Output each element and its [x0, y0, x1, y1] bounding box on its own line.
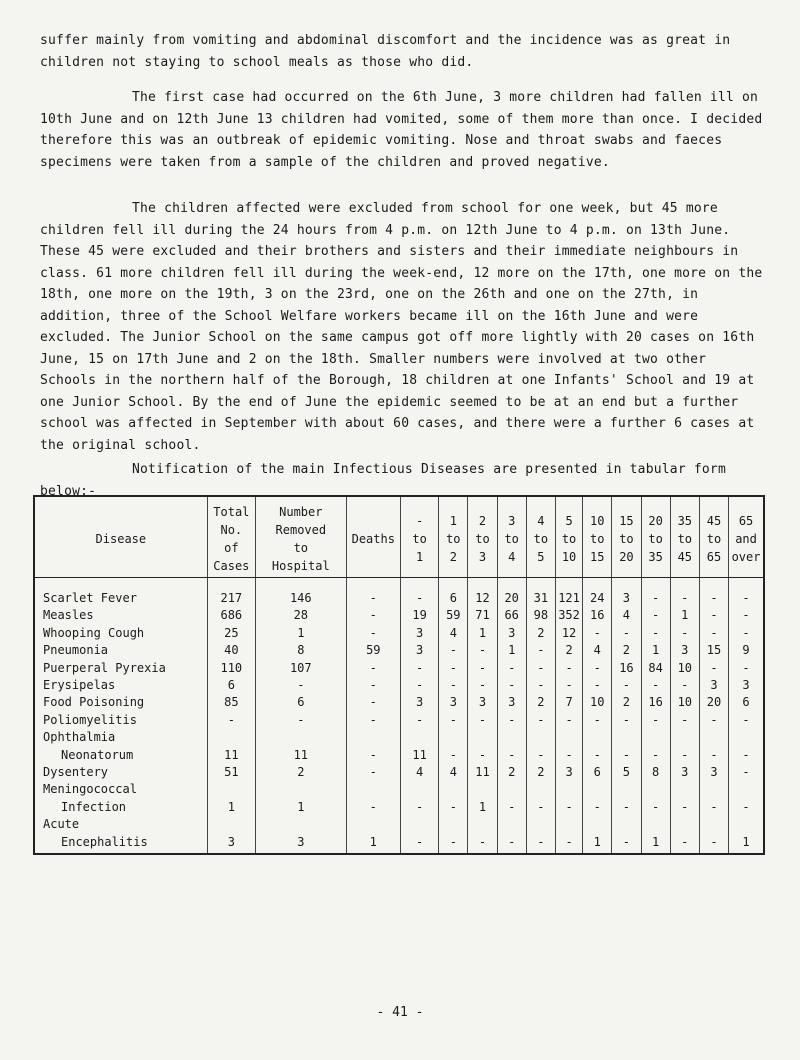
header-age-col: 35 to 45: [670, 496, 699, 578]
disease-cell: Pneumonia: [43, 643, 109, 658]
value-cell: 110: [207, 660, 255, 677]
value-cell: 7: [555, 694, 582, 711]
table-row: [34, 712, 764, 729]
value-cell: -: [346, 747, 400, 764]
value-cell: 66: [497, 607, 526, 624]
page-number: - 41 -: [376, 1005, 424, 1020]
value-cell: -: [526, 834, 555, 854]
value-cell: -: [641, 747, 670, 764]
value-cell: 1: [207, 799, 255, 816]
value-cell: 352: [555, 607, 582, 624]
value-cell: 1: [256, 799, 347, 816]
header-total: [207, 496, 255, 578]
value-cell: 1: [256, 625, 347, 642]
value-cell: -: [670, 834, 699, 854]
value-cell: -: [729, 799, 764, 816]
value-cell: [207, 729, 255, 746]
value-cell: 28: [256, 607, 347, 624]
value-cell: -: [699, 578, 728, 608]
value-cell: 98: [526, 607, 555, 624]
value-cell: -: [439, 834, 468, 854]
value-cell: 217: [207, 578, 255, 608]
value-cell: [207, 781, 255, 798]
value-cell: [612, 781, 641, 798]
header-age-col: 20 to 35: [641, 496, 670, 578]
value-cell: -: [729, 747, 764, 764]
value-cell: -: [400, 834, 438, 854]
value-cell: [256, 781, 347, 798]
value-cell: 71: [468, 607, 497, 624]
value-cell: -: [612, 799, 641, 816]
header-age-col: 15 to 20: [612, 496, 641, 578]
value-cell: 6: [207, 677, 255, 694]
value-cell: 10: [670, 694, 699, 711]
value-cell: -: [526, 677, 555, 694]
disease-cell: Whooping Cough: [43, 625, 145, 640]
value-cell: -: [729, 607, 764, 624]
value-cell: -: [670, 578, 699, 608]
value-cell: -: [526, 660, 555, 677]
value-cell: 4: [439, 625, 468, 642]
header-disease: Disease: [34, 496, 207, 578]
value-cell: -: [497, 747, 526, 764]
value-cell: -: [612, 834, 641, 854]
value-cell: -: [468, 747, 497, 764]
value-cell: -: [670, 677, 699, 694]
value-cell: -: [468, 834, 497, 854]
paragraph-3: The children affected were excluded from school for one week, but 45 more children fell ill during the 24 hours from 4 p.m. on 12th June to 4 p.m. on 13th June. These 45 were excluded and their brothers and sisters and their immediate neighbours in class. 61 more children fell ill during the week-end, 12 more on the 17th, one more on the 18th, one more on the 19th, 3 on the 23rd, one on the 26th and one on the 27th, in addition, three of the School Welfare workers became ill on the 16th June and were excluded. The Junior School on the same campus got off more lightly with 20 cases on 16th June, 15 on 17th June and 2 on the 18th. Smaller numbers were involved at two other Schools in the northern half of the Borough, 18 children at one Infants' School and 19 at one Junior School. By the end of June the epidemic seemed to be at an end but a further school was affected in September with about 60 cases, and there were a further 6 cases at the original school.: [40, 201, 763, 453]
value-cell: -: [346, 694, 400, 711]
value-cell: -: [641, 799, 670, 816]
value-cell: -: [468, 677, 497, 694]
value-cell: [670, 816, 699, 833]
value-cell: -: [670, 799, 699, 816]
value-cell: -: [207, 712, 255, 729]
value-cell: 3: [400, 625, 438, 642]
value-cell: -: [346, 625, 400, 642]
value-cell: 59: [439, 607, 468, 624]
value-cell: 11: [400, 747, 438, 764]
disease-cell: Puerperal Pyrexia: [43, 660, 166, 675]
value-cell: 1: [641, 834, 670, 854]
value-cell: 3: [729, 677, 764, 694]
value-cell: 3: [468, 694, 497, 711]
disease-cell: Dysentery: [43, 765, 109, 780]
table-row: [34, 834, 764, 854]
disease-cell: Infection: [61, 799, 127, 814]
value-cell: 2: [612, 694, 641, 711]
value-cell: 2: [526, 764, 555, 781]
value-cell: -: [555, 747, 582, 764]
value-cell: 1: [346, 834, 400, 854]
value-cell: 85: [207, 694, 255, 711]
value-cell: -: [699, 799, 728, 816]
value-cell: 2: [256, 764, 347, 781]
header-total-line: of: [224, 541, 239, 555]
table-row: [34, 694, 764, 711]
value-cell: [256, 729, 347, 746]
table-row: [34, 660, 764, 677]
value-cell: [729, 816, 764, 833]
value-cell: 11: [468, 764, 497, 781]
value-cell: [641, 781, 670, 798]
value-cell: -: [439, 642, 468, 659]
value-cell: [497, 781, 526, 798]
header-total-line: Total: [213, 505, 250, 519]
value-cell: 1: [729, 834, 764, 854]
value-cell: 51: [207, 764, 255, 781]
header-age-col: 45 to 65: [699, 496, 728, 578]
value-cell: -: [699, 747, 728, 764]
value-cell: [400, 781, 438, 798]
value-cell: 16: [583, 607, 612, 624]
value-cell: [612, 729, 641, 746]
value-cell: -: [641, 677, 670, 694]
value-cell: [729, 781, 764, 798]
header-total-line: Cases: [213, 559, 250, 573]
value-cell: [400, 729, 438, 746]
value-cell: -: [555, 834, 582, 854]
value-cell: 1: [468, 799, 497, 816]
value-cell: 84: [641, 660, 670, 677]
value-cell: [346, 816, 400, 833]
value-cell: -: [400, 578, 438, 608]
value-cell: [729, 729, 764, 746]
value-cell: [439, 729, 468, 746]
value-cell: [699, 781, 728, 798]
value-cell: [583, 781, 612, 798]
table-row: [34, 578, 764, 608]
value-cell: 4: [583, 642, 612, 659]
table-row: [34, 816, 764, 833]
value-cell: -: [439, 712, 468, 729]
value-cell: 8: [256, 642, 347, 659]
value-cell: -: [612, 747, 641, 764]
value-cell: 686: [207, 607, 255, 624]
table-row: [34, 677, 764, 694]
value-cell: -: [346, 712, 400, 729]
value-cell: [612, 816, 641, 833]
value-cell: 5: [612, 764, 641, 781]
value-cell: -: [699, 625, 728, 642]
value-cell: [346, 729, 400, 746]
header-age-col: 2 to 3: [468, 496, 497, 578]
header-removed-line: Number: [279, 505, 323, 519]
value-cell: [439, 816, 468, 833]
value-cell: 2: [555, 642, 582, 659]
value-cell: 3: [612, 578, 641, 608]
value-cell: 1: [670, 607, 699, 624]
value-cell: -: [526, 747, 555, 764]
disease-cell: Meningococcal: [43, 782, 137, 797]
table-body: [34, 578, 764, 855]
value-cell: [555, 781, 582, 798]
header-age-col: 1 to 2: [439, 496, 468, 578]
table-row: [34, 764, 764, 781]
value-cell: 3: [497, 625, 526, 642]
disease-cell: Acute: [43, 817, 80, 832]
value-cell: 12: [555, 625, 582, 642]
value-cell: -: [497, 660, 526, 677]
value-cell: 10: [670, 660, 699, 677]
paragraph-4: Notification of the main Infectious Diseases are presented in tabular form below:-: [40, 462, 726, 499]
value-cell: [207, 816, 255, 833]
value-cell: -: [468, 642, 497, 659]
value-cell: -: [729, 712, 764, 729]
value-cell: -: [346, 578, 400, 608]
disease-cell: Encephalitis: [61, 834, 148, 849]
value-cell: -: [729, 660, 764, 677]
value-cell: 10: [583, 694, 612, 711]
value-cell: [526, 781, 555, 798]
header-age-col: 3 to 4: [497, 496, 526, 578]
value-cell: [670, 729, 699, 746]
disease-cell: Poliomyelitis: [43, 712, 137, 727]
value-cell: 4: [439, 764, 468, 781]
value-cell: -: [400, 660, 438, 677]
value-cell: -: [400, 799, 438, 816]
header-removed-line: Hospital: [271, 559, 330, 573]
value-cell: 59: [346, 642, 400, 659]
paragraph-2: The first case had occurred on the 6th June, 3 more children had fallen ill on 10th June and on 12th June 13 children had vomited, some of them more than once. I decided therefore this was an outbreak of epidemic vomiting. Nose and throat swabs and faeces specimens were taken from a sample of the children and proved negative.: [40, 90, 763, 170]
value-cell: 3: [555, 764, 582, 781]
value-cell: -: [497, 712, 526, 729]
header-age-col: 65 and over: [729, 496, 764, 578]
value-cell: -: [497, 834, 526, 854]
disease-cell: Food Poisoning: [43, 695, 145, 710]
value-cell: 3: [439, 694, 468, 711]
value-cell: -: [699, 834, 728, 854]
value-cell: -: [583, 625, 612, 642]
value-cell: [497, 816, 526, 833]
value-cell: -: [583, 799, 612, 816]
header-age-col: 5 to 10: [555, 496, 582, 578]
table-row: [34, 729, 764, 746]
value-cell: -: [583, 660, 612, 677]
value-cell: 2: [526, 694, 555, 711]
value-cell: 11: [207, 747, 255, 764]
value-cell: 15: [699, 642, 728, 659]
header-age-col: 10 to 15: [583, 496, 612, 578]
value-cell: [497, 729, 526, 746]
value-cell: -: [256, 677, 347, 694]
header-age-col: 4 to 5: [526, 496, 555, 578]
disease-cell: Neonatorum: [61, 747, 134, 762]
value-cell: -: [439, 677, 468, 694]
value-cell: 19: [400, 607, 438, 624]
value-cell: [526, 816, 555, 833]
table-row: [34, 607, 764, 624]
value-cell: -: [439, 747, 468, 764]
value-cell: -: [641, 578, 670, 608]
value-cell: 12: [468, 578, 497, 608]
value-cell: -: [468, 712, 497, 729]
value-cell: -: [526, 712, 555, 729]
value-cell: [346, 781, 400, 798]
header-age-col: - to 1: [400, 496, 438, 578]
paragraph-1: suffer mainly from vomiting and abdominal discomfort and the incidence was as great in children not staying to school meals as those who did.: [40, 33, 731, 70]
value-cell: 6: [729, 694, 764, 711]
value-cell: -: [641, 607, 670, 624]
value-cell: 24: [583, 578, 612, 608]
value-cell: 25: [207, 625, 255, 642]
value-cell: 11: [256, 747, 347, 764]
value-cell: -: [439, 660, 468, 677]
value-cell: 4: [400, 764, 438, 781]
value-cell: [555, 729, 582, 746]
value-cell: -: [439, 799, 468, 816]
value-cell: [468, 816, 497, 833]
value-cell: -: [555, 677, 582, 694]
value-cell: -: [670, 747, 699, 764]
value-cell: -: [346, 607, 400, 624]
value-cell: -: [729, 578, 764, 608]
disease-cell: Ophthalmia: [43, 730, 116, 745]
value-cell: -: [612, 625, 641, 642]
table-row: [34, 781, 764, 798]
value-cell: -: [699, 660, 728, 677]
value-cell: 1: [583, 834, 612, 854]
value-cell: [699, 816, 728, 833]
value-cell: 8: [641, 764, 670, 781]
value-cell: -: [346, 677, 400, 694]
value-cell: [400, 816, 438, 833]
value-cell: 6: [439, 578, 468, 608]
notifications-table: [33, 495, 765, 855]
value-cell: 3: [207, 834, 255, 854]
value-cell: -: [526, 799, 555, 816]
value-cell: -: [555, 799, 582, 816]
value-cell: -: [526, 642, 555, 659]
value-cell: [468, 781, 497, 798]
table-row: [34, 799, 764, 816]
value-cell: [583, 816, 612, 833]
value-cell: 16: [612, 660, 641, 677]
value-cell: 40: [207, 642, 255, 659]
value-cell: -: [497, 677, 526, 694]
value-cell: -: [670, 625, 699, 642]
header-total-line: No.: [220, 523, 243, 537]
header-deaths: Deaths: [346, 496, 400, 578]
value-cell: -: [583, 712, 612, 729]
header-removed-line: to: [293, 541, 309, 555]
value-cell: -: [468, 660, 497, 677]
value-cell: -: [555, 660, 582, 677]
value-cell: [670, 781, 699, 798]
value-cell: -: [555, 712, 582, 729]
value-cell: 6: [256, 694, 347, 711]
value-cell: 2: [612, 642, 641, 659]
value-cell: 3: [400, 694, 438, 711]
value-cell: [699, 729, 728, 746]
table-row: [34, 625, 764, 642]
table-row: [34, 747, 764, 764]
disease-cell: Measles: [43, 608, 94, 623]
value-cell: -: [583, 747, 612, 764]
value-cell: -: [346, 764, 400, 781]
value-cell: 3: [256, 834, 347, 854]
value-cell: [555, 816, 582, 833]
value-cell: -: [346, 660, 400, 677]
value-cell: [641, 816, 670, 833]
value-cell: 3: [670, 642, 699, 659]
value-cell: -: [699, 712, 728, 729]
disease-cell: Erysipelas: [43, 678, 116, 693]
value-cell: -: [641, 712, 670, 729]
value-cell: -: [400, 677, 438, 694]
value-cell: 3: [497, 694, 526, 711]
header-removed-line: Removed: [275, 523, 327, 537]
value-cell: 3: [699, 764, 728, 781]
value-cell: -: [641, 625, 670, 642]
value-cell: -: [400, 712, 438, 729]
value-cell: [641, 729, 670, 746]
value-cell: -: [699, 607, 728, 624]
value-cell: 20: [699, 694, 728, 711]
value-cell: 1: [641, 642, 670, 659]
disease-cell: Scarlet Fever: [43, 591, 137, 605]
value-cell: 2: [526, 625, 555, 642]
value-cell: 3: [670, 764, 699, 781]
value-cell: 31: [526, 578, 555, 608]
value-cell: [256, 816, 347, 833]
value-cell: [468, 729, 497, 746]
value-cell: 146: [256, 578, 347, 608]
value-cell: -: [729, 625, 764, 642]
value-cell: [526, 729, 555, 746]
value-cell: 20: [497, 578, 526, 608]
value-cell: 16: [641, 694, 670, 711]
value-cell: -: [612, 677, 641, 694]
value-cell: 107: [256, 660, 347, 677]
value-cell: -: [583, 677, 612, 694]
value-cell: [583, 729, 612, 746]
value-cell: 4: [612, 607, 641, 624]
value-cell: 3: [400, 642, 438, 659]
value-cell: 1: [468, 625, 497, 642]
value-cell: -: [612, 712, 641, 729]
value-cell: [439, 781, 468, 798]
value-cell: 2: [497, 764, 526, 781]
table-header-row: [34, 496, 764, 578]
table-row: [34, 642, 764, 659]
value-cell: -: [346, 799, 400, 816]
value-cell: 9: [729, 642, 764, 659]
header-removed: [256, 496, 347, 578]
value-cell: 6: [583, 764, 612, 781]
value-cell: 3: [699, 677, 728, 694]
value-cell: -: [729, 764, 764, 781]
value-cell: 121: [555, 578, 582, 608]
value-cell: 1: [497, 642, 526, 659]
value-cell: -: [670, 712, 699, 729]
value-cell: -: [256, 712, 347, 729]
value-cell: -: [497, 799, 526, 816]
